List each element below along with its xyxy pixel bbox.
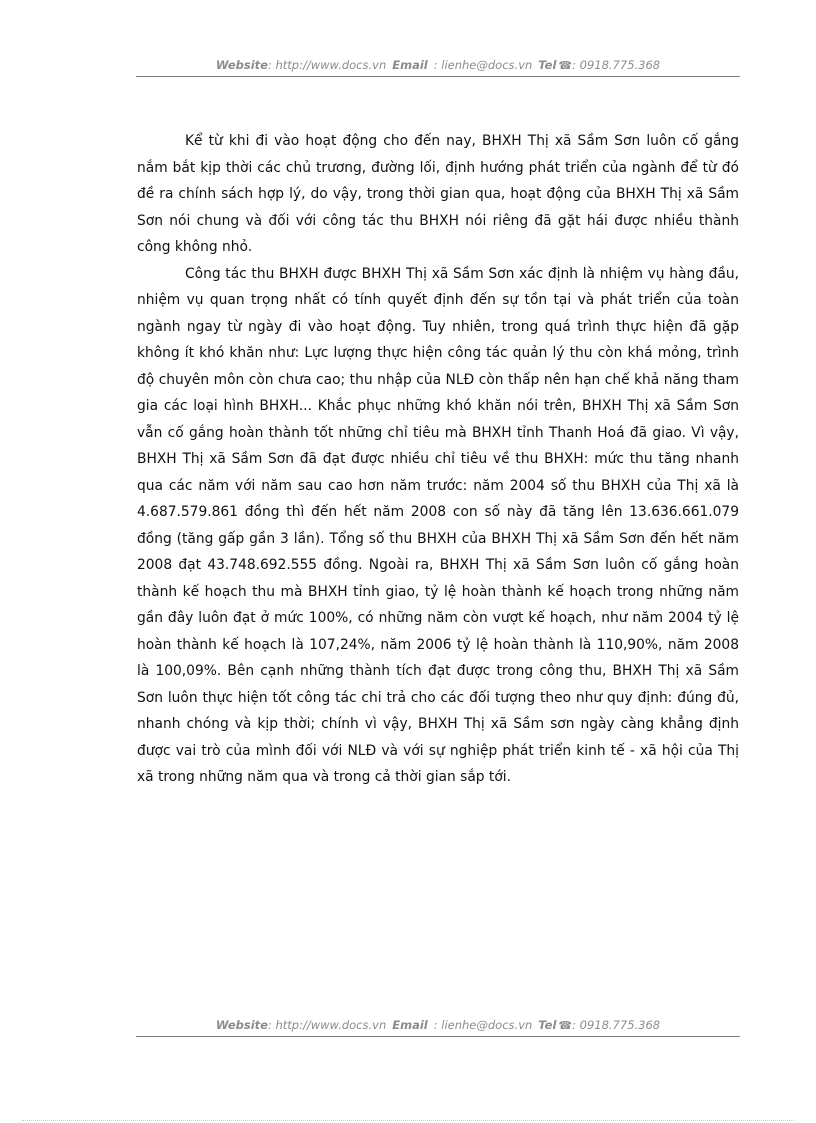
page-footer xyxy=(136,1018,740,1037)
footer-email-link[interactable]: : lienhe@docs.vn xyxy=(433,1018,533,1032)
phone-icon: ☎ xyxy=(558,59,573,72)
footer-tel-label: Tel xyxy=(538,1018,557,1032)
header-website-label: Website xyxy=(215,58,268,72)
header-website-link[interactable]: : http://www.docs.vn xyxy=(267,58,387,72)
footer-email-label: Email xyxy=(392,1018,428,1032)
paragraph-1: Kể từ khi đi vào hoạt động cho đến nay, BHXH Thị xã Sầm Sơn luôn cố gắng nắm bắt kịp thời các chủ trương, đường lối, định hướng phát triển của ngành để từ đó đề ra chính sách hợp lý, do vậy, trong thời gian qua, hoạt động của BHXH Thị xã Sầm Sơn nói chung và đối với công tác thu BHXH nói riêng đã gặt hái được nhiều thành công không nhỏ. xyxy=(137,133,739,255)
footer-website-label: Website xyxy=(215,1018,268,1032)
footer-tel-value: : 0918.775.368 xyxy=(572,1018,661,1032)
paragraph-2: Công tác thu BHXH được BHXH Thị xã Sầm Sơn xác định là nhiệm vụ hàng đầu, nhiệm vụ quan trọng nhất có tính quyết định đến sự tồn tại và phát triển của toàn ngành ngay từ ngày đi vào hoạt động. Tuy nhiên, trong quá trình thực hiện đã gặp không ít khó khăn như: Lực lượng thực hiện công tác quản lý thu còn khá mỏng, trình độ chuyên môn còn chưa cao; thu nhập của NLĐ còn thấp nên hạn chế khả năng tham gia các loại hình BHXH... Khắc phục những khó khăn nói trên, BHXH Thị xã Sầm Sơn vẫn cố gắng hoàn thành tốt những chỉ tiêu mà BHXH tỉnh Thanh Hoá đã giao. Vì vậy, BHXH Thị xã Sầm Sơn đã đạt được nhiều chỉ tiêu về thu BHXH: mức thu tăng nhanh qua các năm với năm sau cao hơn năm trước: năm 2004 số thu BHXH của Thị xã là 4.687.579.861 đồng thì đến hết năm 2008 con số này đã tăng lên 13.636.661.079 đồng (tăng gấp gần 3 lần). Tổng số thu BHXH của BHXH Thị xã Sầm Sơn đến hết năm 2008 đạt 43.748.692.555 đồng. Ngoài ra, BHXH Thị xã Sầm Sơn luôn cố gắng hoàn thành kế hoạch thu mà BHXH tỉnh giao, tỷ lệ hoàn thành kế hoạch trong những năm gần đây luôn đạt ở mức 100%, có những năm còn vượt kế hoạch, như năm 2004 tỷ lệ hoàn thành kế hoạch là 107,24%, năm 2006 tỷ lệ hoàn thành là 110,90%, năm 2008 là 100,09%. Bên cạnh những thành tích đạt được trong công thu, BHXH Thị xã Sầm Sơn luôn thực hiện tốt công tác chi trả cho các đối tượng theo như quy định: đúng đủ, nhanh chóng và kịp thời; chính vì vậy, BHXH Thị xã Sầm sơn ngày càng khẳng định được vai trò của mình đối với NLĐ và với sự nghiệp phát triển kinh tế - xã hội của Thị xã trong những năm qua và trong cả thời gian sắp tới. xyxy=(137,265,739,785)
header-email-link[interactable]: : lienhe@docs.vn xyxy=(433,58,533,72)
document-body xyxy=(137,128,739,791)
footer-website-link[interactable]: : http://www.docs.vn xyxy=(267,1018,387,1032)
header-email-label: Email xyxy=(392,58,428,72)
header-tel-label: Tel xyxy=(538,58,557,72)
phone-icon: ☎ xyxy=(558,1019,573,1032)
header-tel-value: : 0918.775.368 xyxy=(572,58,661,72)
page-header xyxy=(136,58,740,77)
page-edge-divider xyxy=(22,1120,794,1121)
